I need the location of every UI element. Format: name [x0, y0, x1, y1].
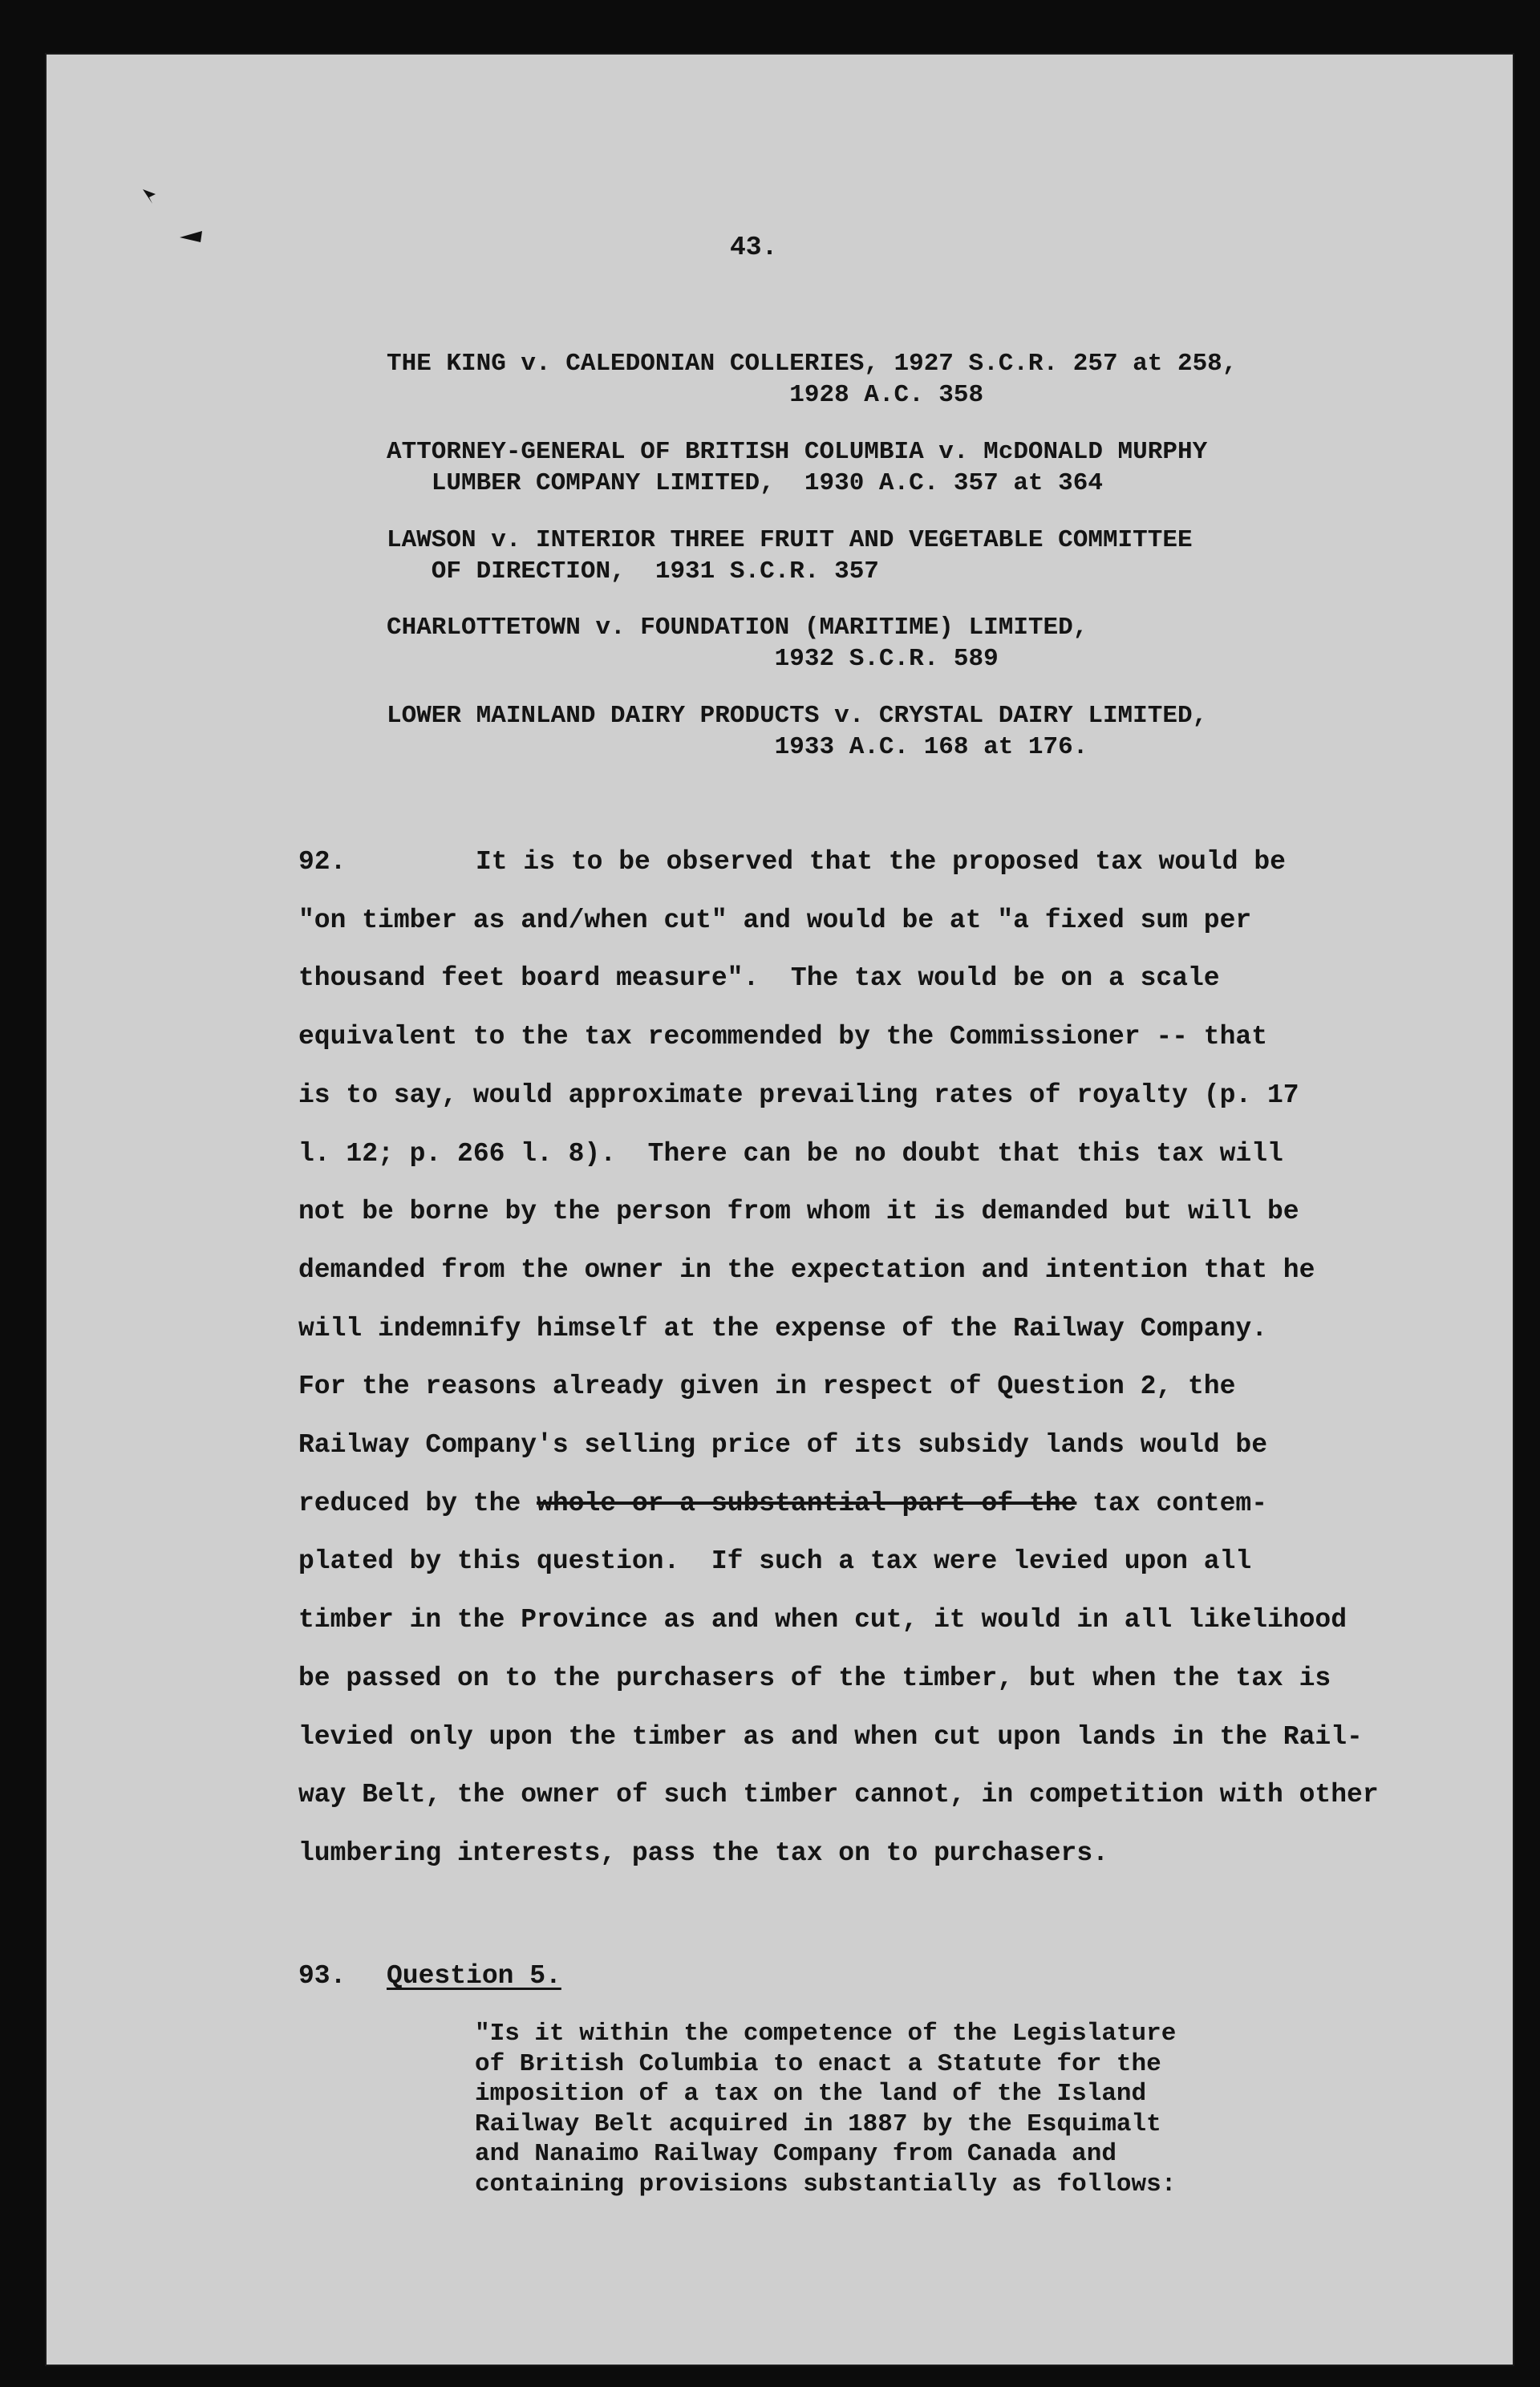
quoted-line: containing provisions substantially as follows:: [475, 2170, 1177, 2199]
paragraph-line: demanded from the owner in the expectation and intention that he: [298, 1254, 1315, 1285]
margin-mark-icon: [141, 188, 159, 205]
citation-line: THE KING v. CALEDONIAN COLLERIES, 1927 S.C.R. 257 at 258,: [387, 350, 1238, 378]
paragraph-line: not be borne by the person from whom it is demanded but will be: [298, 1197, 1299, 1227]
paragraph-line: levied only upon the timber as and when cut upon lands in the Rail-: [298, 1721, 1363, 1752]
struck-through-text: whole or a substantial part of the: [537, 1488, 1077, 1518]
line-segment: tax contem-: [1076, 1488, 1268, 1518]
paragraph-line: will indemnify himself at the expense of the Railway Company.: [298, 1313, 1267, 1343]
paragraph-line: thousand feet board measure". The tax would be on a scale: [298, 963, 1220, 994]
citation-line: OF DIRECTION, 1931 S.C.R. 357: [387, 557, 879, 586]
paragraph-line: It is to be observed that the proposed tax would be: [476, 847, 1286, 877]
citation-line: CHARLOTTETOWN v. FOUNDATION (MARITIME) LIMITED,: [387, 614, 1088, 642]
struck-text-line: [298, 1490, 1267, 1517]
paragraph-line: plated by this question. If such a tax were levied upon all: [298, 1546, 1252, 1577]
quoted-line: imposition of a tax on the land of the Island: [475, 2080, 1147, 2108]
citation-line: 1928 A.C. 358: [387, 381, 984, 409]
quoted-line: of British Columbia to enact a Statute for the: [475, 2049, 1161, 2078]
paragraph-line: For the reasons already given in respect of Question 2, the: [298, 1372, 1236, 1402]
paragraph-number: 92.: [298, 847, 346, 877]
citation-line: 1933 A.C. 168 at 176.: [387, 733, 1088, 761]
page-number: 43.: [730, 233, 778, 262]
quoted-line: Railway Belt acquired in 1887 by the Esquimalt: [475, 2109, 1161, 2138]
quoted-line: "Is it within the competence of the Legislature: [475, 2020, 1177, 2048]
line-segment: reduced by the: [298, 1488, 537, 1518]
paragraph-line: lumbering interests, pass the tax on to purchasers.: [298, 1838, 1108, 1868]
paragraph-line: l. 12; p. 266 l. 8). There can be no doubt that this tax will: [298, 1138, 1283, 1169]
paragraph-number: 93.: [298, 1961, 346, 1991]
paragraph-line: equivalent to the tax recommended by the Commissioner -- that: [298, 1022, 1267, 1052]
citation-line: ATTORNEY-GENERAL OF BRITISH COLUMBIA v. McDONALD MURPHY: [387, 438, 1208, 466]
paragraph-line: "on timber as and/when cut" and would be at "a fixed sum per: [298, 905, 1252, 935]
citation-line: 1932 S.C.R. 589: [387, 645, 999, 673]
citation-line: LAWSON v. INTERIOR THREE FRUIT AND VEGETABLE COMMITTEE: [387, 526, 1193, 554]
citation-line: LOWER MAINLAND DAIRY PRODUCTS v. CRYSTAL DAIRY LIMITED,: [387, 702, 1208, 730]
quoted-line: and Nanaimo Railway Company from Canada and: [475, 2140, 1116, 2168]
paragraph-line: be passed on to the purchasers of the timber, but when the tax is: [298, 1663, 1331, 1693]
section-heading: Question 5.: [387, 1961, 561, 1991]
margin-arrow-icon: [178, 229, 204, 244]
paragraph-line: way Belt, the owner of such timber cannot, in competition with other: [298, 1780, 1379, 1810]
paragraph-line: timber in the Province as and when cut, it would in all likelihood: [298, 1605, 1348, 1635]
citation-line: LUMBER COMPANY LIMITED, 1930 A.C. 357 at 364: [387, 469, 1103, 497]
paragraph-line: Railway Company's selling price of its subsidy lands would be: [298, 1430, 1267, 1460]
paragraph-line: is to say, would approximate prevailing rates of royalty (p. 17: [298, 1080, 1299, 1110]
